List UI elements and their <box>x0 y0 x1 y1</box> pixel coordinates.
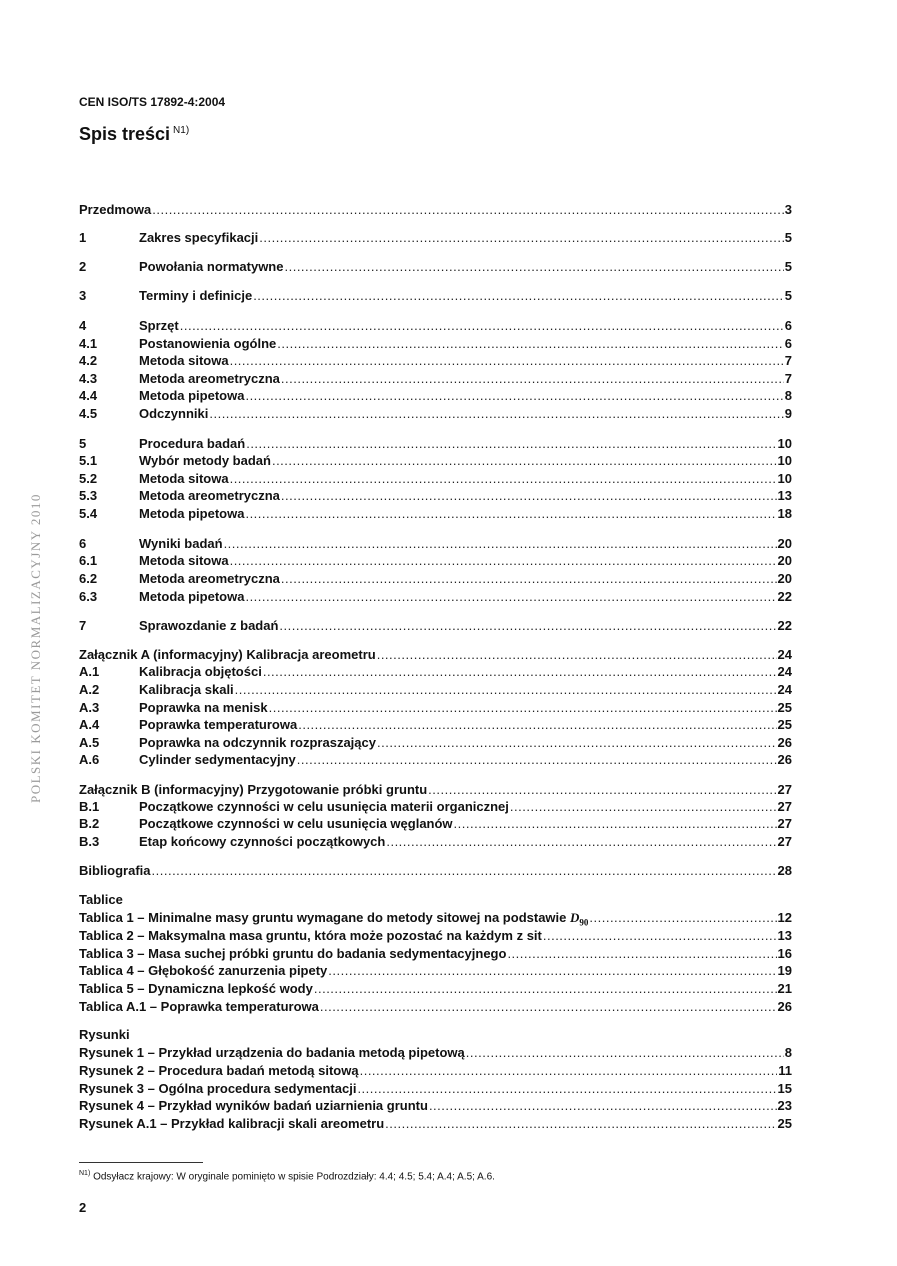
dot-leader <box>377 735 777 750</box>
toc-entry[interactable] <box>79 664 792 681</box>
toc-entry-page: 9 <box>784 406 792 421</box>
toc-entry[interactable] <box>79 371 792 388</box>
toc-entry-title <box>139 488 280 503</box>
toc-entry-title <box>79 999 319 1014</box>
dot-leader <box>507 946 776 961</box>
toc-entry[interactable] <box>79 506 792 523</box>
toc-entry-page: 15 <box>777 1081 792 1096</box>
toc-entry-title <box>139 664 262 679</box>
dot-leader <box>180 318 784 333</box>
toc-entry[interactable] <box>79 717 792 734</box>
toc-entry[interactable] <box>79 682 792 699</box>
toc-entry-title <box>79 963 327 978</box>
toc-entry-title-text: Rysunek 1 – Przykład urządzenia do badania metodą pipetową <box>79 1045 465 1060</box>
toc-entry[interactable] <box>79 752 792 769</box>
figure-list-entry[interactable] <box>79 1098 792 1115</box>
toc-entry[interactable] <box>79 782 792 799</box>
toc-entry-title-text: Kalibracja skali <box>139 682 234 697</box>
toc-entry-number: A.3 <box>79 700 100 715</box>
toc-entry-title <box>139 834 385 849</box>
toc-entry-title-text: Załącznik A (informacyjny) Kalibracja areometru <box>79 647 376 662</box>
dot-leader <box>245 506 776 521</box>
toc-entry-title <box>139 553 229 568</box>
dot-leader <box>454 816 777 831</box>
toc-entry-page: 24 <box>777 664 792 679</box>
toc-entry-title-text: Rysunek 3 – Ogólna procedura sedymentacji <box>79 1081 357 1096</box>
dot-leader <box>259 230 784 245</box>
dot-leader <box>543 928 777 943</box>
toc-entry[interactable] <box>79 618 792 635</box>
toc-entry[interactable] <box>79 816 792 833</box>
tables-heading: Tablice <box>79 892 123 907</box>
toc-entry[interactable] <box>79 863 792 880</box>
page-number: 2 <box>79 1200 87 1215</box>
toc-entry-title <box>139 336 276 351</box>
toc-entry-title-text: Kalibracja objętości <box>139 664 262 679</box>
toc-entry-number: B.2 <box>79 816 100 831</box>
toc-entry-number: B.1 <box>79 799 100 814</box>
toc-entry-title <box>139 406 208 421</box>
toc-entry-title-text: Metoda areometryczna <box>139 571 280 586</box>
toc-entry-number: 4 <box>79 318 87 333</box>
toc-entry-page: 26 <box>777 999 792 1014</box>
document-identifier: CEN ISO/TS 17892-4:2004 <box>79 95 226 109</box>
toc-entry-title-text: Początkowe czynności w celu usunięcia węglanów <box>139 816 453 831</box>
toc-entry[interactable] <box>79 471 792 488</box>
toc-entry-title-text: Metoda pipetowa <box>139 506 245 521</box>
toc-entry-title-text: Sprawozdanie z badań <box>139 618 279 633</box>
toc-entry-page: 21 <box>777 981 792 996</box>
toc-entry-page: 3 <box>784 202 792 217</box>
toc-entry-title-text: Metoda pipetowa <box>139 589 245 604</box>
toc-entry-title-text: Metoda areometryczna <box>139 371 280 386</box>
dot-leader <box>245 388 783 403</box>
toc-entry[interactable] <box>79 436 792 453</box>
footnote-separator <box>79 1162 203 1163</box>
dot-leader <box>152 202 784 217</box>
toc-entry[interactable] <box>79 799 792 816</box>
toc-entry-page: 27 <box>777 799 792 814</box>
toc-entry-title-text: Bibliografia <box>79 863 151 878</box>
dot-leader <box>357 1081 776 1096</box>
toc-entry-title-text: Procedura badań <box>139 436 246 451</box>
toc-entry[interactable] <box>79 406 792 423</box>
toc-entry-title <box>139 371 280 386</box>
toc-entry[interactable] <box>79 353 792 370</box>
footnote-text: Odsyłacz krajowy: W oryginale pominięto w spisie Podrozdziały: 4.4; 4.5; 5.4; A.4; A.5; A.6. <box>93 1171 495 1183</box>
toc-entry-title <box>139 735 376 750</box>
toc-entry-title <box>139 799 509 814</box>
dot-leader <box>328 963 776 978</box>
toc-entry-page: 8 <box>784 388 792 403</box>
toc-entry[interactable] <box>79 553 792 570</box>
toc-entry-title-text: Metoda pipetowa <box>139 388 245 403</box>
toc-entry-page: 24 <box>777 647 792 662</box>
toc-entry-title-text: Poprawka temperaturowa <box>139 717 298 732</box>
toc-entry-page: 26 <box>777 752 792 767</box>
dot-leader <box>428 782 776 797</box>
toc-entry-title <box>139 816 453 831</box>
toc-entry-page: 10 <box>777 436 792 451</box>
toc-entry-page: 23 <box>777 1098 792 1113</box>
toc-entry-title <box>139 717 297 732</box>
toc-entry-page: 11 <box>778 1063 792 1078</box>
toc-title-note-marker: N1) <box>173 125 190 136</box>
dot-leader <box>281 488 777 503</box>
toc-entry-title-text: Powołania normatywne <box>139 259 284 274</box>
toc-entry-page: 25 <box>777 700 792 715</box>
dot-leader <box>277 336 784 351</box>
toc-entry-page: 22 <box>777 618 792 633</box>
toc-entry-page: 20 <box>777 571 792 586</box>
toc-entry-number: 6.1 <box>79 553 98 568</box>
toc-entry-number: 5 <box>79 436 87 451</box>
toc-entry[interactable] <box>79 834 792 851</box>
toc-entry-title-text: Poprawka na odczynnik rozpraszający <box>139 735 376 750</box>
toc-entry-title <box>139 436 245 451</box>
toc-entry-title <box>79 946 506 961</box>
dot-leader <box>279 618 776 633</box>
toc-entry-page: 25 <box>777 1116 792 1131</box>
toc-entry[interactable] <box>79 318 792 335</box>
dot-leader <box>360 1063 778 1078</box>
toc-entry-number: B.3 <box>79 834 100 849</box>
toc-entry-title-text: Metoda sitowa <box>139 553 229 568</box>
toc-entry-title-text: Wybór metody badań <box>139 453 271 468</box>
toc-entry-number: 1 <box>79 230 87 245</box>
toc-entry-page: 10 <box>777 471 792 486</box>
toc-entry-number: 2 <box>79 259 87 274</box>
toc-entry-number: 5.3 <box>79 488 98 503</box>
toc-entry-title-text: Metoda sitowa <box>139 353 229 368</box>
toc-entry-title <box>79 981 313 996</box>
toc-entry-title <box>139 318 179 333</box>
toc-entry-number: A.4 <box>79 717 100 732</box>
toc-entry[interactable] <box>79 259 792 276</box>
toc-entry-title-text: Tablica 4 – Głębokość zanurzenia pipety <box>79 963 328 978</box>
toc-entry-title-text: Rysunek 4 – Przykład wyników badań uziarnienia gruntu <box>79 1098 428 1113</box>
dot-leader <box>589 910 776 925</box>
toc-entry[interactable] <box>79 735 792 752</box>
dot-leader <box>253 288 784 303</box>
toc-entry[interactable] <box>79 336 792 353</box>
figure-list-entry[interactable] <box>79 1116 792 1133</box>
toc-entry-number: A.2 <box>79 682 100 697</box>
table-list-entry[interactable] <box>79 963 792 980</box>
toc-entry-title <box>79 910 588 928</box>
figure-list-entry[interactable] <box>79 1063 792 1080</box>
toc-entry-number: 7 <box>79 618 87 633</box>
toc-entry-page: 18 <box>777 506 792 521</box>
toc-entry-number: 3 <box>79 288 87 303</box>
dot-leader <box>272 453 777 468</box>
toc-entry-page: 8 <box>784 1045 792 1060</box>
table-list-entry[interactable] <box>79 928 792 945</box>
figures-heading: Rysunki <box>79 1027 130 1042</box>
toc-entry-page: 7 <box>784 371 792 386</box>
toc-entry-title <box>139 506 244 521</box>
toc-entry-title <box>139 536 223 551</box>
dot-leader <box>385 1116 776 1131</box>
toc-entry-page: 5 <box>784 259 792 274</box>
toc-entry-title <box>139 388 244 403</box>
toc-entry-title-text: Terminy i definicje <box>139 288 253 303</box>
toc-entry-page: 20 <box>777 536 792 551</box>
toc-entry-title <box>79 1098 428 1113</box>
table-list-entry[interactable] <box>79 981 792 998</box>
toc-entry-page: 24 <box>777 682 792 697</box>
toc-entry-title-text: Tablica 2 – Maksymalna masa gruntu, która może pozostać na każdym z sit <box>79 928 542 943</box>
toc-entry[interactable] <box>79 647 792 664</box>
toc-entry-page: 5 <box>784 288 792 303</box>
toc-entry-page: 22 <box>777 589 792 604</box>
toc-entry-page: 5 <box>784 230 792 245</box>
toc-entry-page: 27 <box>777 834 792 849</box>
dot-leader <box>314 981 777 996</box>
toc-entry-page: 20 <box>777 553 792 568</box>
toc-entry-page: 25 <box>777 717 792 732</box>
dot-leader <box>281 371 784 386</box>
toc-entry-number: A.6 <box>79 752 100 767</box>
toc-entry-page: 26 <box>777 735 792 750</box>
toc-entry-title-text: Etap końcowy czynności początkowych <box>139 834 386 849</box>
toc-entry-title <box>139 752 296 767</box>
toc-entry-title <box>139 259 283 274</box>
dot-leader <box>152 863 777 878</box>
toc-entry-title-text: Przedmowa <box>79 202 152 217</box>
toc-entry-title <box>79 1063 359 1078</box>
toc-entry-title-text: Cylinder sedymentacyjny <box>139 752 296 767</box>
toc-entry-number: 6.2 <box>79 571 98 586</box>
toc-entry-title-text: Rysunek A.1 – Przykład kalibracji skali areometru <box>79 1116 385 1131</box>
toc-entry-title <box>79 1045 465 1060</box>
d90-symbol <box>570 910 589 928</box>
toc-entry-number: A.1 <box>79 664 100 679</box>
watermark: POLSKI KOMITET NORMALIZACYJNY 2010 <box>28 493 43 803</box>
footnote-marker: N1) <box>79 1170 91 1177</box>
toc-entry-page: 10 <box>777 453 792 468</box>
toc-entry-page: 6 <box>784 336 792 351</box>
toc-entry[interactable] <box>79 453 792 470</box>
toc-entry-title <box>139 589 244 604</box>
table-list-entry[interactable] <box>79 999 792 1016</box>
dot-leader <box>510 799 777 814</box>
dot-leader <box>235 682 777 697</box>
toc-entry-title <box>139 230 258 245</box>
toc-entry-title-text: Tablica 3 – Masa suchej próbki gruntu do badania sedymentacyjnego <box>79 946 507 961</box>
figure-list-entry[interactable] <box>79 1081 792 1098</box>
toc-entry-title-text: Rysunek 2 – Procedura badań metodą sitową <box>79 1063 359 1078</box>
toc-entry[interactable] <box>79 230 792 247</box>
dot-leader <box>230 471 777 486</box>
dot-leader <box>284 259 783 274</box>
toc-entry[interactable] <box>79 571 792 588</box>
dot-leader <box>224 536 777 551</box>
toc-entry-title-text: Zakres specyfikacji <box>139 230 259 245</box>
toc-entry-title-text: Załącznik B (informacyjny) Przygotowanie próbki gruntu <box>79 782 428 797</box>
dot-leader <box>246 436 776 451</box>
toc-entry-title <box>139 288 252 303</box>
toc-entry[interactable] <box>79 700 792 717</box>
dot-leader <box>281 571 777 586</box>
dot-leader <box>320 999 777 1014</box>
toc-entry-title <box>79 1081 356 1096</box>
dot-leader <box>230 353 784 368</box>
toc-entry-number: A.5 <box>79 735 100 750</box>
toc-entry-title <box>139 471 229 486</box>
toc-entry[interactable] <box>79 288 792 305</box>
toc-entry-title <box>139 682 234 697</box>
toc-entry-title-text: Poprawka na menisk <box>139 700 268 715</box>
toc-entry-page: 6 <box>784 318 792 333</box>
dot-leader <box>297 752 777 767</box>
toc-entry-title-text: Tablica 1 – Minimalne masy gruntu wymagane do metody sitowej na podstawie <box>79 910 570 925</box>
dot-leader <box>209 406 783 421</box>
dot-leader <box>269 700 777 715</box>
toc-entry-number: 5.1 <box>79 453 98 468</box>
toc-entry-number: 6 <box>79 536 87 551</box>
toc-entry-page: 13 <box>777 928 792 943</box>
toc-entry-title <box>79 863 151 878</box>
toc-entry-number: 4.1 <box>79 336 98 351</box>
toc-entry-page: 7 <box>784 353 792 368</box>
toc-entry-title <box>79 1116 384 1131</box>
dot-leader <box>230 553 777 568</box>
toc-entry-title-text: Sprzęt <box>139 318 179 333</box>
toc-entry-page: 13 <box>777 488 792 503</box>
toc-entry-title <box>79 928 542 943</box>
page-title <box>79 124 189 145</box>
d90-symbol-letter: D <box>570 910 580 925</box>
toc-entry-title-text: Tablica A.1 – Poprawka temperaturowa <box>79 999 319 1014</box>
toc-entry-number: 5.2 <box>79 471 98 486</box>
toc-entry-title <box>139 618 278 633</box>
toc-entry[interactable] <box>79 536 792 553</box>
d90-symbol-subscript: 90 <box>579 917 589 928</box>
toc-entry-page: 27 <box>777 782 792 797</box>
toc-entry-title-text: Metoda areometryczna <box>139 488 280 503</box>
footnote <box>79 1170 495 1182</box>
toc-entry-page: 16 <box>777 946 792 961</box>
dot-leader <box>466 1045 784 1060</box>
toc-entry-title-text: Początkowe czynności w celu usunięcia materii organicznej <box>139 799 509 814</box>
toc-entry-title <box>79 202 151 217</box>
toc-entry[interactable] <box>79 589 792 606</box>
toc-entry-title-text: Odczynniki <box>139 406 209 421</box>
toc-entry-title-text: Tablica 5 – Dynamiczna lepkość wody <box>79 981 313 996</box>
toc-entry[interactable] <box>79 488 792 505</box>
toc-entry-title <box>139 453 271 468</box>
toc-entry-title <box>79 782 427 797</box>
toc-entry-title-text: Postanowienia ogólne <box>139 336 277 351</box>
toc-entry-number: 4.5 <box>79 406 98 421</box>
toc-entry-number: 4.2 <box>79 353 98 368</box>
toc-entry-title <box>139 700 268 715</box>
toc-entry-page: 19 <box>777 963 792 978</box>
toc-entry-title <box>139 353 229 368</box>
toc-title-text: Spis treści <box>79 124 171 144</box>
dot-leader <box>245 589 776 604</box>
toc-entry-number: 5.4 <box>79 506 98 521</box>
toc-entry-number: 6.3 <box>79 589 98 604</box>
table-list-entry[interactable] <box>79 910 792 927</box>
toc-entry-page: 27 <box>777 816 792 831</box>
toc-entry[interactable] <box>79 202 792 219</box>
toc-entry-title <box>139 571 280 586</box>
dot-leader <box>298 717 776 732</box>
toc-entry[interactable] <box>79 388 792 405</box>
dot-leader <box>429 1098 777 1113</box>
toc-entry-number: 4.4 <box>79 388 98 403</box>
toc-entry-title-text: Wyniki badań <box>139 536 223 551</box>
dot-leader <box>377 647 777 662</box>
toc-entry-title <box>79 647 376 662</box>
toc-entry-number: 4.3 <box>79 371 98 386</box>
dot-leader <box>386 834 776 849</box>
dot-leader <box>263 664 777 679</box>
table-list-entry[interactable] <box>79 946 792 963</box>
toc-entry-title-text: Metoda sitowa <box>139 471 229 486</box>
toc-entry-page: 12 <box>777 910 792 925</box>
toc-entry-page: 28 <box>777 863 792 878</box>
figure-list-entry[interactable] <box>79 1045 792 1062</box>
